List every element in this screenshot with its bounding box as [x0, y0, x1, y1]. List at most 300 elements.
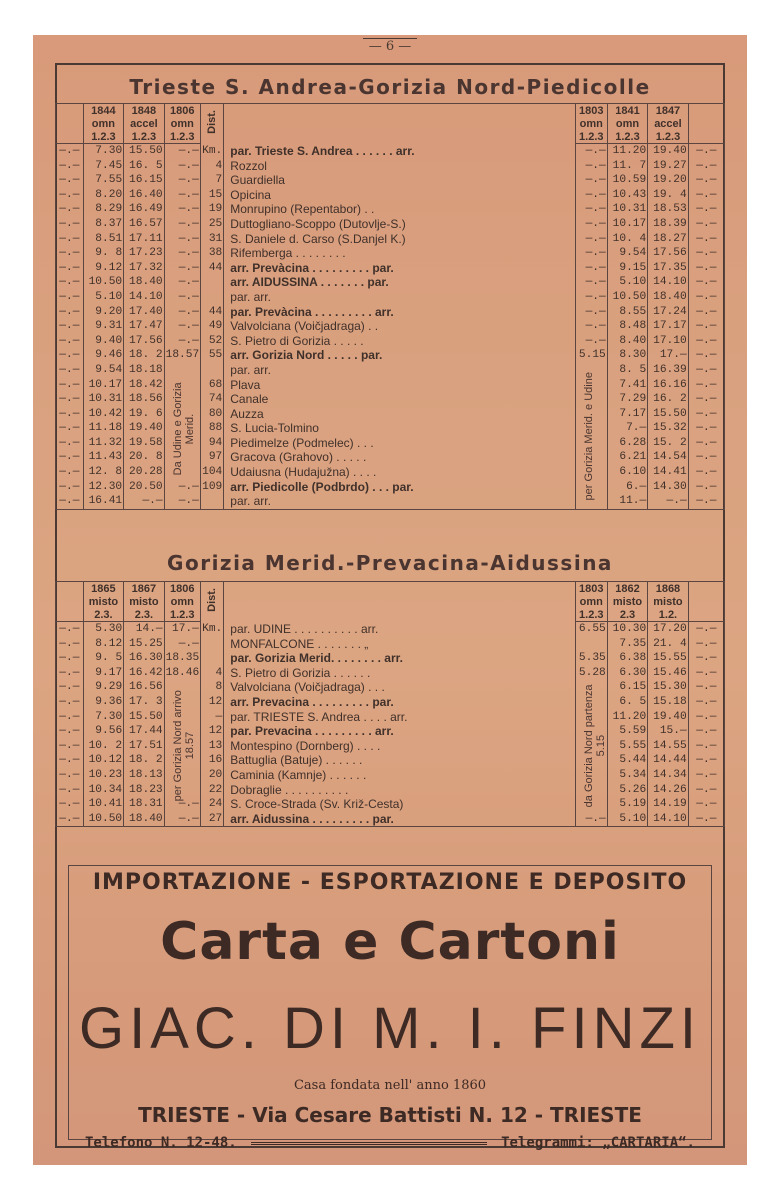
cell-d: 18.46: [165, 666, 200, 679]
cell-dist: 8: [200, 680, 223, 695]
cell-b: 9. 8: [83, 246, 123, 261]
cell-e: —.—: [575, 305, 607, 320]
cell-h: —.—: [688, 465, 724, 480]
cell-e: —.—: [575, 290, 607, 305]
cell-d: —.—: [164, 202, 200, 217]
cell-h: —.—: [688, 144, 724, 159]
cell-a: —.—: [56, 392, 84, 407]
cell-g: 19.40: [648, 144, 688, 159]
left-header-type: omn: [164, 117, 200, 130]
section2-vertical-note-right: da Gorizia Nord partenza 5.15: [583, 684, 608, 808]
cell-station: Plava: [224, 378, 576, 393]
cell-d: —.—: [164, 261, 200, 276]
header-blank: [56, 130, 84, 144]
advert-founded: Casa fondata nell' anno 1860: [293, 1078, 487, 1093]
cell-f: 6. 5: [607, 695, 647, 710]
cell-d: —.—: [164, 290, 200, 305]
cell-c: 20.50: [124, 480, 164, 495]
table-row: [56, 173, 725, 188]
left-header-type: misto: [83, 595, 123, 608]
cell-dist: 49: [200, 319, 223, 334]
cell-h: —.—: [688, 232, 724, 247]
table-row: [56, 768, 725, 783]
header-blank: [56, 595, 84, 608]
left-header-cls: 1.2.3: [83, 130, 123, 144]
cell-f: 6.15: [607, 680, 647, 695]
cell-a: —.—: [56, 494, 84, 509]
cell-dist: 104: [202, 466, 223, 479]
cell-station: par. TRIESTE S. Andrea . . . . arr.: [224, 710, 576, 725]
cell-b: 8.12: [83, 637, 123, 652]
cell-g: 15. 2: [648, 436, 688, 451]
left-header-type: misto: [124, 595, 164, 608]
cell-dist: 38: [200, 246, 223, 261]
cell-h: —.—: [688, 651, 724, 666]
advert-product: Carta e Cartoni: [160, 912, 620, 972]
cell-b: 9.36: [83, 695, 123, 710]
table-row: [56, 159, 725, 174]
header-blank: [688, 117, 724, 130]
cell-e: 6.55: [575, 622, 607, 637]
cell-d: —.—: [164, 480, 200, 495]
cell-f: 5.55: [607, 739, 647, 754]
cell-b: 9.46: [83, 348, 123, 363]
cell-a: —.—: [56, 217, 84, 232]
left-header-type: omn: [83, 117, 123, 130]
cell-g: 14.30: [648, 480, 688, 495]
cell-b: 11.32: [83, 436, 123, 451]
cell-h: —.—: [688, 622, 724, 637]
cell-dist: [200, 290, 223, 305]
cell-station: par. Prevàcina . . . . . . . . . arr.: [224, 305, 576, 320]
cell-a: —.—: [56, 436, 84, 451]
cell-h: —.—: [688, 275, 724, 290]
cell-a: —.—: [56, 305, 84, 320]
cell-h: —.—: [688, 450, 724, 465]
cell-f: 9.54: [607, 246, 647, 261]
cell-b: 7.55: [83, 173, 123, 188]
cell-c: 15.50: [124, 710, 164, 725]
cell-h: —.—: [688, 724, 724, 739]
cell-h: —.—: [688, 188, 724, 203]
table-row: [56, 319, 725, 334]
cell-b: 10. 2: [83, 739, 123, 754]
section2-vertical-note-left: per Gorizia Nord arrivo 18.57: [172, 690, 197, 802]
cell-f: 10.43: [607, 188, 647, 203]
cell-f: 8.30: [607, 348, 647, 363]
cell-a: —.—: [56, 246, 84, 261]
cell-f: 8.40: [607, 334, 647, 349]
cell-station: Piedimelze (Podmelec) . . .: [224, 436, 576, 451]
cell-a: —.—: [56, 465, 84, 480]
table-row: [56, 494, 725, 509]
cell-dist: —: [200, 710, 223, 725]
cell-dist: 74: [200, 392, 223, 407]
cell-h: —.—: [688, 334, 724, 349]
cell-d: —.—: [164, 188, 200, 203]
cell-a: —.—: [56, 407, 84, 422]
cell-a: —.—: [56, 768, 84, 783]
left-header-type: accel: [124, 117, 164, 130]
cell-f: 7.35: [607, 637, 647, 652]
cell-g: 18.39: [648, 217, 688, 232]
cell-e: —.—: [575, 232, 607, 247]
cell-station: S. Daniele d. Carso (S.Danjel K.): [224, 232, 576, 247]
cell-a: —.—: [56, 363, 84, 378]
cell-c: 18.13: [124, 768, 164, 783]
cell-d: —.—: [164, 812, 200, 827]
header-blank: [688, 130, 724, 144]
cell-b: 9.29: [83, 680, 123, 695]
header-blank: [688, 104, 724, 118]
cell-station: arr. Prevacina . . . . . . . . . par.: [224, 695, 576, 710]
cell-a: —.—: [56, 378, 84, 393]
cell-f: 10.17: [607, 217, 647, 232]
cell-c: 17.47: [124, 319, 164, 334]
cell-f: 10.59: [607, 173, 647, 188]
cell-d: —.—: [164, 232, 200, 247]
section1-timetable: [55, 103, 725, 510]
cell-c: 18. 2: [124, 348, 164, 363]
right-header-cls: 2.3: [607, 608, 647, 622]
cell-h: —.—: [688, 421, 724, 436]
cell-c: 14.10: [124, 290, 164, 305]
cell-b: 7.30: [83, 710, 123, 725]
left-header-num: 1806: [164, 104, 200, 118]
cell-c: 17.11: [124, 232, 164, 247]
cell-dist: 4: [200, 666, 223, 681]
right-header-cls: 1.2.3: [648, 130, 688, 144]
cell-c: 16. 5: [124, 159, 164, 174]
cell-f: 11. 7: [607, 159, 647, 174]
cell-e: —.—: [575, 275, 607, 290]
cell-e: —.—: [575, 173, 607, 188]
cell-station: arr. Piedicolle (Podbrdo) . . . par.: [224, 480, 576, 495]
cell-dist: 94: [200, 436, 223, 451]
cell-b: 8.51: [83, 232, 123, 247]
cell-c: 17.23: [124, 246, 164, 261]
section2-timetable: [55, 581, 725, 827]
table-row: [56, 290, 725, 305]
cell-e: —.—: [575, 159, 607, 174]
cell-h: —.—: [688, 812, 724, 827]
cell-a: —.—: [56, 739, 84, 754]
cell-d: —.—: [164, 173, 200, 188]
advert-contacts: [55, 1135, 725, 1151]
dist-header: [200, 104, 223, 144]
table-row: [56, 392, 725, 407]
cell-f: 8.55: [607, 305, 647, 320]
cell-e: 5.35: [575, 651, 607, 666]
cell-e: —.—: [575, 812, 607, 827]
cell-f: 5.34: [607, 768, 647, 783]
cell-b: 12.30: [83, 480, 123, 495]
section2-title: Gorizia Merid.-Prevacina-Aidussina: [167, 551, 613, 575]
cell-f: 9.15: [607, 261, 647, 276]
cell-b: 5.10: [83, 290, 123, 305]
table-row: [56, 232, 725, 247]
cell-b: 10.50: [83, 812, 123, 827]
right-header-cls: 1.2.3: [575, 130, 607, 144]
table-row: [56, 305, 725, 320]
left-header-type: omn: [164, 595, 200, 608]
cell-dist: 24: [200, 797, 223, 812]
cell-h: —.—: [688, 768, 724, 783]
cell-f: 5.10: [607, 812, 647, 827]
left-header-cls: 1.2.3: [164, 130, 200, 144]
cell-b: 8.20: [83, 188, 123, 203]
cell-h: —.—: [688, 797, 724, 812]
cell-f: 8. 5: [607, 363, 647, 378]
cell-b: 12. 8: [83, 465, 123, 480]
table-row: [56, 450, 725, 465]
cell-station: Canale: [224, 392, 576, 407]
cell-b: 7.45: [83, 159, 123, 174]
right-header-num: 1847: [648, 104, 688, 118]
cell-a: —.—: [56, 450, 84, 465]
cell-station: par. arr.: [224, 290, 576, 305]
cell-station: Opicina: [224, 188, 576, 203]
cell-a: —.—: [56, 680, 84, 695]
advert-divider: [251, 1142, 487, 1145]
cell-d: 18.57: [165, 349, 200, 362]
cell-b: 10.17: [83, 378, 123, 393]
cell-station: S. Pietro di Gorizia . . . . .: [224, 334, 576, 349]
table-row: [56, 480, 725, 495]
right-header-num: 1803: [575, 104, 607, 118]
cell-h: —.—: [688, 666, 724, 681]
cell-c: 16.56: [124, 680, 164, 695]
cell-f: 7.41: [607, 378, 647, 393]
cell-d: —.—: [164, 159, 200, 174]
cell-station: Monrupino (Repentabor) . .: [224, 202, 576, 217]
cell-b: 10.23: [83, 768, 123, 783]
cell-e: —.—: [575, 217, 607, 232]
cell-station: S. Pietro di Gorizia . . . . . .: [224, 666, 576, 681]
cell-dist: [200, 363, 223, 378]
cell-station: Udaiusna (Hudajužna) . . . .: [224, 465, 576, 480]
cell-g: 17.56: [648, 246, 688, 261]
cell-station: Valvolciana (Voičjadraga) . . .: [224, 680, 576, 695]
cell-b: 11.43: [83, 450, 123, 465]
cell-c: 16.49: [124, 202, 164, 217]
cell-c: 17.40: [124, 305, 164, 320]
advert-telefono: Telefono N. 12-48.: [85, 1135, 237, 1151]
cell-a: —.—: [56, 159, 84, 174]
right-header-num: 1862: [607, 582, 647, 596]
cell-d: —.—: [164, 144, 200, 159]
table-row: [56, 622, 725, 637]
cell-b: 5.30: [83, 622, 123, 637]
cell-g: 17.20: [648, 622, 688, 637]
cell-g: 16.39: [648, 363, 688, 378]
cell-a: —.—: [56, 173, 84, 188]
cell-c: 19.40: [124, 421, 164, 436]
cell-a: —.—: [56, 421, 84, 436]
cell-c: 18.23: [124, 783, 164, 798]
cell-d: —.—: [164, 637, 200, 652]
advert-address: TRIESTE - Via Cesare Battisti N. 12 - TRIESTE: [138, 1103, 642, 1127]
cell-g: 14.55: [648, 739, 688, 754]
cell-h: —.—: [688, 378, 724, 393]
cell-h: —.—: [688, 305, 724, 320]
advert-headline: IMPORTAZIONE - ESPORTAZIONE E DEPOSITO: [92, 870, 688, 895]
dist-header: [200, 582, 223, 622]
station-header: [224, 582, 576, 622]
cell-b: 9.40: [83, 334, 123, 349]
cell-b: 9.17: [83, 666, 123, 681]
cell-dist: 44: [200, 261, 223, 276]
cell-d: —.—: [164, 217, 200, 232]
cell-g: 14.34: [648, 768, 688, 783]
header-blank: [56, 117, 84, 130]
cell-g: 16. 2: [648, 392, 688, 407]
cell-d: —.—: [164, 319, 200, 334]
cell-dist: 22: [200, 783, 223, 798]
cell-b: 16.41: [83, 494, 123, 509]
cell-a: —.—: [56, 261, 84, 276]
cell-f: 11.20: [607, 710, 647, 725]
cell-g: 15.50: [648, 407, 688, 422]
header-blank: [688, 608, 724, 622]
cell-h: —.—: [688, 739, 724, 754]
cell-a: —.—: [56, 144, 84, 159]
cell-dist: 12: [200, 724, 223, 739]
cell-b: 9.56: [83, 724, 123, 739]
cell-f: 5.10: [607, 275, 647, 290]
cell-b: 10.31: [83, 392, 123, 407]
cell-c: 16.15: [124, 173, 164, 188]
cell-f: 10.50: [607, 290, 647, 305]
cell-c: 18.56: [124, 392, 164, 407]
cell-b: 9.20: [83, 305, 123, 320]
cell-g: 17.17: [648, 319, 688, 334]
cell-dist: 13: [200, 739, 223, 754]
cell-g: 17.—: [648, 348, 688, 363]
cell-d: —.—: [164, 494, 200, 509]
cell-b: 11.18: [83, 421, 123, 436]
left-header-num: 1844: [83, 104, 123, 118]
cell-f: 5.26: [607, 783, 647, 798]
cell-c: 16.57: [124, 217, 164, 232]
cell-dist: [200, 494, 223, 509]
cell-f: 7.—: [607, 421, 647, 436]
cell-a: —.—: [56, 637, 84, 652]
table-row: [56, 637, 725, 652]
cell-dist: 109: [202, 480, 223, 493]
header-blank: [56, 582, 84, 596]
right-header-type: accel: [648, 117, 688, 130]
right-header-num: 1868: [648, 582, 688, 596]
timetable-page: [33, 35, 747, 1165]
cell-g: 17.24: [648, 305, 688, 320]
section1-vertical-note-left: Da Udine e Gorizia Merid.: [172, 382, 197, 476]
cell-c: 20.28: [124, 465, 164, 480]
cell-h: —.—: [688, 159, 724, 174]
table-row: [56, 421, 725, 436]
cell-station: arr. Aidussina . . . . . . . . . par.: [224, 812, 576, 827]
table-row: [56, 144, 725, 159]
cell-e: [575, 637, 607, 652]
cell-f: 8.48: [607, 319, 647, 334]
cell-a: —.—: [56, 797, 84, 812]
cell-c: 17.44: [124, 724, 164, 739]
cell-station: par. Trieste S. Andrea . . . . . . arr.: [224, 144, 576, 159]
cell-h: —.—: [688, 436, 724, 451]
cell-b: 10.12: [83, 753, 123, 768]
cell-station: Valvolciana (Voičjadraga) . .: [224, 319, 576, 334]
left-header-cls: 2.3.: [83, 608, 123, 622]
cell-station: Duttogliano-Scoppo (Dutovlje-S.): [224, 217, 576, 232]
cell-c: 18.40: [124, 812, 164, 827]
cell-d: 18.35: [165, 652, 200, 665]
cell-e: —.—: [575, 202, 607, 217]
cell-dist: 52: [200, 334, 223, 349]
header-blank: [688, 595, 724, 608]
advert-telegrammi: Telegrammi: „CARTARIA“.: [501, 1135, 695, 1151]
cell-h: —.—: [688, 319, 724, 334]
cell-a: —.—: [56, 666, 84, 681]
header-blank: [56, 608, 84, 622]
cell-e: —.—: [575, 144, 607, 159]
cell-c: 16.40: [124, 188, 164, 203]
cell-g: 18.27: [648, 232, 688, 247]
cell-a: —.—: [56, 232, 84, 247]
cell-f: 5.19: [607, 797, 647, 812]
table-row: [56, 739, 725, 754]
cell-station: par. arr.: [224, 363, 576, 378]
cell-g: 14.19: [648, 797, 688, 812]
cell-c: 15.50: [124, 144, 164, 159]
cell-g: 17.35: [648, 261, 688, 276]
cell-a: —.—: [56, 622, 84, 637]
cell-h: —.—: [688, 480, 724, 495]
table-row: [56, 407, 725, 422]
right-header-num: 1803: [575, 582, 607, 596]
cell-f: 5.44: [607, 753, 647, 768]
cell-a: —.—: [56, 290, 84, 305]
cell-h: —.—: [688, 246, 724, 261]
cell-d: —.—: [164, 334, 200, 349]
cell-a: —.—: [56, 710, 84, 725]
right-header-cls: 1.2.: [648, 608, 688, 622]
table-row: [56, 261, 725, 276]
cell-c: 17.32: [124, 261, 164, 276]
cell-dist: [200, 637, 223, 652]
cell-station: Rozzol: [224, 159, 576, 174]
cell-g: 15.46: [648, 666, 688, 681]
cell-station: Battuglia (Batuje) . . . . . .: [224, 753, 576, 768]
cell-c: 20. 8: [124, 450, 164, 465]
cell-station: arr. Prevàcina . . . . . . . . . par.: [224, 261, 576, 276]
cell-f: 11.20: [607, 144, 647, 159]
cell-f: 10.31: [607, 202, 647, 217]
cell-g: 14.26: [648, 783, 688, 798]
cell-dist: 88: [200, 421, 223, 436]
cell-g: —.—: [648, 494, 688, 509]
right-header-num: 1841: [607, 104, 647, 118]
cell-f: 5.59: [607, 724, 647, 739]
table-row: [56, 797, 725, 812]
cell-c: 18.42: [124, 378, 164, 393]
cell-dist: 15: [200, 188, 223, 203]
left-header-cls: 1.2.3: [124, 130, 164, 144]
cell-a: —.—: [56, 319, 84, 334]
cell-h: —.—: [688, 261, 724, 276]
cell-c: 19.58: [124, 436, 164, 451]
table-row: [56, 651, 725, 666]
cell-c: 16.30: [124, 651, 164, 666]
